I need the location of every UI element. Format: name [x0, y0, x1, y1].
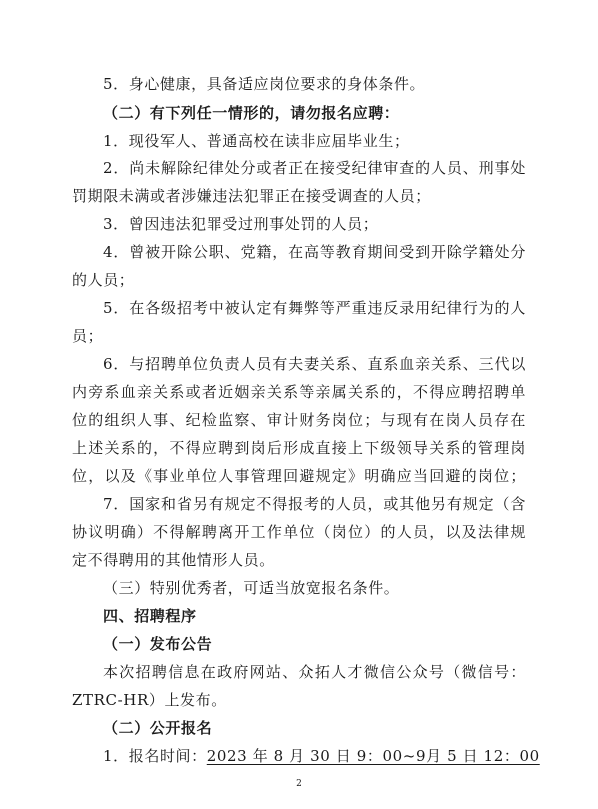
section-heading: 四、招聘程序: [103, 607, 197, 625]
text-line: 6．与招聘单位负责人员有夫妻关系、直系血亲关系、三代以: [103, 355, 526, 373]
text-line: 5．身心健康，具备适应岗位要求的身体条件。: [103, 75, 426, 93]
text-line: 的人员；: [72, 271, 135, 289]
text-line: 本次招聘信息在政府网站、众拓人才微信公众号（微信号：: [103, 663, 526, 681]
subsection-heading: （一）发布公告: [103, 635, 213, 653]
text-line: 2．尚未解除纪律处分或者正在接受纪律审查的人员、刑事处: [103, 159, 526, 177]
text-line: （三）特别优秀者，可适当放宽报名条件。: [103, 579, 400, 597]
text-line: ZTRC-HR）上发布。: [72, 691, 227, 709]
text-line: 位，以及《事业单位人事管理回避规定》明确应当回避的岗位；: [72, 467, 526, 485]
text-line: 5．在各级招考中被认定有舞弊等严重违反录用纪律行为的人: [103, 299, 526, 317]
text-line: 1．现役军人、普通高校在读非应届毕业生；: [103, 132, 410, 150]
registration-time-label: 1．报名时间：: [103, 747, 207, 765]
text-line: 7．国家和省另有规定不得报考的人员，或其他另有规定（含: [103, 495, 526, 513]
text-line: 定不得聘用的其他情形人员。: [72, 551, 275, 569]
text-line: 协议明确）不得解聘离开工作单位（岗位）的人员，以及法律规: [72, 523, 526, 541]
text-line: 上述关系的，不得应聘到岗后形成直接上下级领导关系的管理岗: [72, 439, 526, 457]
section-heading: （二）有下列任一情形的，请勿报名应聘：: [103, 104, 400, 122]
registration-time-value: 2023 年 8 月 30 日 9：00~9月 5 日 12：00: [206, 747, 540, 765]
text-line: 员；: [72, 327, 104, 345]
text-line: 内旁系血亲关系或者近姻亲关系等亲属关系的，不得应聘招聘单: [72, 383, 526, 401]
text-line: 罚期限未满或者涉嫌违法犯罪正在接受调查的人员；: [72, 187, 431, 205]
text-line: 4．曾被开除公职、党籍，在高等教育期间受到开除学籍处分: [103, 243, 526, 261]
registration-time-line: [0, 746, 598, 766]
page-number: 2: [296, 779, 302, 789]
text-line: 位的组织人事、纪检监察、审计财务岗位；与现有在岗人员存在: [72, 411, 526, 429]
text-line: 3．曾因违法犯罪受过刑事处罚的人员；: [103, 215, 379, 233]
subsection-heading: （二）公开报名: [103, 719, 213, 737]
